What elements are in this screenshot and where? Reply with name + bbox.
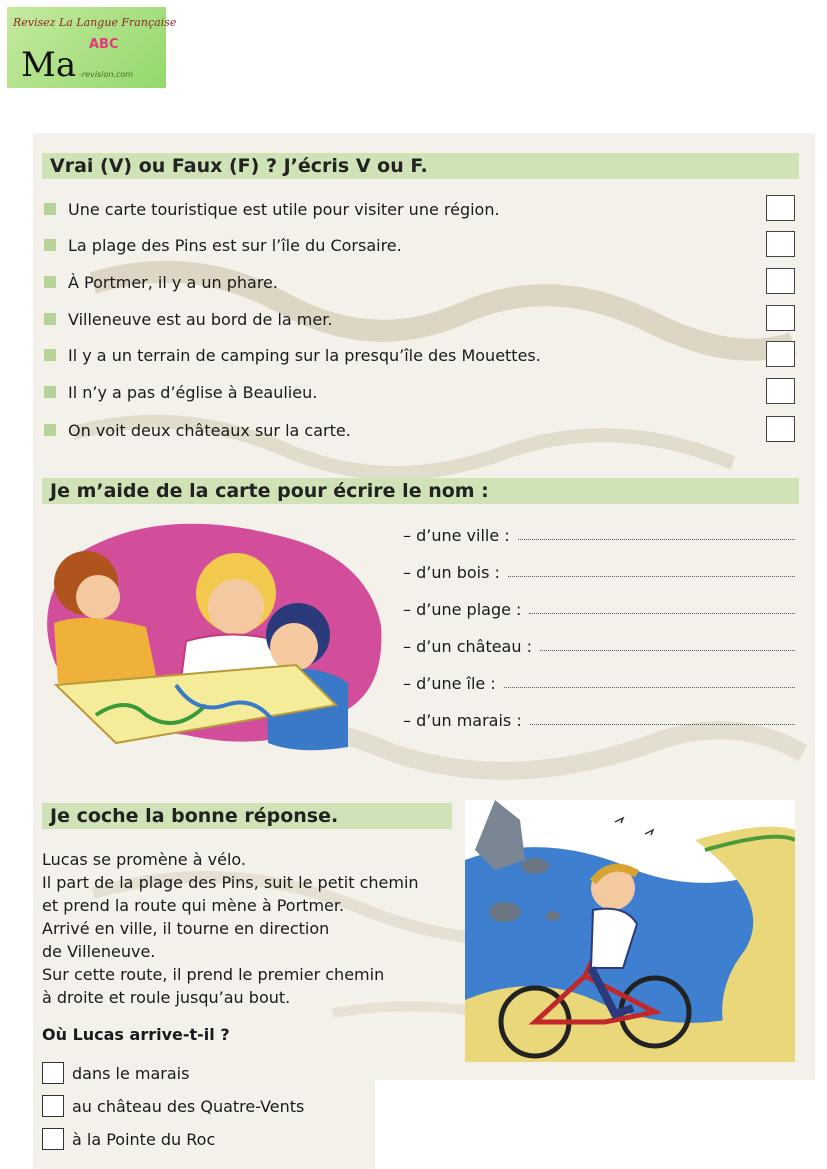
bullet-icon xyxy=(44,203,56,215)
option-marsh[interactable] xyxy=(42,1061,189,1085)
vf-statement: Il n’y a pas d’église à Beaulieu. xyxy=(68,382,318,402)
vf-answer-box-5[interactable] xyxy=(766,341,795,367)
vf-item-3 xyxy=(44,270,278,294)
bullet-icon xyxy=(44,424,56,436)
option-castle[interactable] xyxy=(42,1094,304,1118)
bullet-icon xyxy=(44,239,56,251)
story-line: de Villeneuve. xyxy=(42,942,156,961)
vf-item-1 xyxy=(44,197,500,221)
story-line: Lucas se promène à vélo. xyxy=(42,850,246,869)
prompt-wood: – d’un bois : xyxy=(403,563,500,582)
checkbox[interactable] xyxy=(42,1095,64,1117)
logo-site: -revision.com xyxy=(79,70,134,79)
option-label: à la Pointe du Roc xyxy=(72,1129,216,1149)
dotted-answer-line[interactable] xyxy=(518,539,795,540)
story-line: à droite et roule jusqu’au bout. xyxy=(42,988,291,1007)
section-true-false-title: Vrai (V) ou Faux (F) ? J’écris V ou F. xyxy=(50,155,428,177)
section-true-false-header xyxy=(42,153,799,179)
cyclist-illustration xyxy=(465,800,795,1062)
prompt-castle: – d’un château : xyxy=(403,637,532,656)
vf-item-6 xyxy=(44,380,317,404)
logo-ma: Ma xyxy=(21,45,77,85)
section-map-names-title: Je m’aide de la carte pour écrire le nom : xyxy=(50,480,489,502)
story-text xyxy=(42,848,462,1009)
checkbox[interactable] xyxy=(42,1062,64,1084)
prompt-island: – d’une île : xyxy=(403,674,496,693)
story-line: Il part de la plage des Pins, suit le petit chemin xyxy=(42,873,419,892)
option-label: au château des Quatre-Vents xyxy=(72,1096,305,1116)
question-text: Où Lucas arrive-t-il ? xyxy=(42,1025,230,1044)
bullet-icon xyxy=(44,276,56,288)
children-map-illustration xyxy=(36,515,386,755)
bullet-icon xyxy=(44,386,56,398)
answer-line-city[interactable] xyxy=(403,521,795,545)
vf-item-4 xyxy=(44,307,332,331)
section-choice-header xyxy=(42,803,452,829)
vf-item-2 xyxy=(44,233,402,257)
answer-line-island[interactable] xyxy=(403,669,795,693)
vf-statement: Une carte touristique est utile pour visiter une région. xyxy=(68,199,500,219)
vf-statement: On voit deux châteaux sur la carte. xyxy=(68,420,351,440)
section-choice-title: Je coche la bonne réponse. xyxy=(50,805,339,827)
answer-line-wood[interactable] xyxy=(403,558,795,582)
dotted-answer-line[interactable] xyxy=(504,687,795,688)
dotted-answer-line[interactable] xyxy=(540,650,795,651)
bullet-icon xyxy=(44,313,56,325)
option-label: dans le marais xyxy=(72,1063,190,1083)
vf-statement: La plage des Pins est sur l’île du Corsaire. xyxy=(68,235,402,255)
prompt-city: – d’une ville : xyxy=(403,526,510,545)
answer-line-castle[interactable] xyxy=(403,632,795,656)
logo-abc: ABC xyxy=(89,37,119,52)
vf-statement: Villeneuve est au bord de la mer. xyxy=(68,309,333,329)
section-map-names-header xyxy=(42,478,799,504)
vf-answer-box-6[interactable] xyxy=(766,378,795,404)
vf-answer-box-3[interactable] xyxy=(766,268,795,294)
vf-answer-box-4[interactable] xyxy=(766,305,795,331)
vf-statement: Il y a un terrain de camping sur la presqu’île des Mouettes. xyxy=(68,345,541,365)
bullet-icon xyxy=(44,349,56,361)
story-line: Sur cette route, il prend le premier chemin xyxy=(42,965,385,984)
answer-line-beach[interactable] xyxy=(403,595,795,619)
option-point[interactable] xyxy=(42,1127,215,1151)
vf-answer-box-1[interactable] xyxy=(766,195,795,221)
vf-answer-box-7[interactable] xyxy=(766,416,795,442)
story-line: Arrivé en ville, il tourne en direction xyxy=(42,919,330,938)
vf-item-5 xyxy=(44,343,541,367)
dotted-answer-line[interactable] xyxy=(529,613,795,614)
prompt-beach: – d’une plage : xyxy=(403,600,522,619)
site-logo[interactable] xyxy=(7,7,177,88)
vf-item-7 xyxy=(44,418,351,442)
story-line: et prend la route qui mène à Portmer. xyxy=(42,896,345,915)
dotted-answer-line[interactable] xyxy=(508,576,795,577)
dotted-answer-line[interactable] xyxy=(530,724,795,725)
logo-tagline: Revisez La Langue Française xyxy=(13,16,177,29)
vf-answer-box-2[interactable] xyxy=(766,231,795,257)
prompt-marsh: – d’un marais : xyxy=(403,711,522,730)
vf-statement: À Portmer, il y a un phare. xyxy=(68,272,278,292)
blank-area xyxy=(375,1080,827,1169)
checkbox[interactable] xyxy=(42,1128,64,1150)
answer-line-marsh[interactable] xyxy=(403,706,795,730)
